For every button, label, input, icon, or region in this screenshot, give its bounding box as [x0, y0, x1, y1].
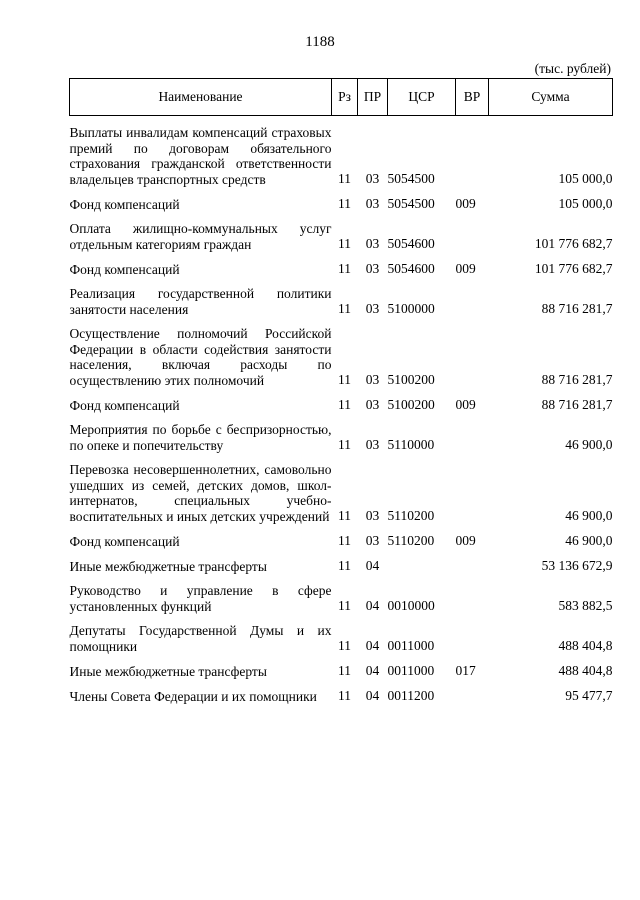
row-sum: 46 900,0 — [565, 437, 613, 452]
row-sum: 95 477,7 — [565, 688, 613, 703]
table-row — [70, 583, 613, 614]
row-spacer-cell — [70, 212, 613, 221]
header-name: Наименование — [70, 79, 332, 116]
row-vr: 017 — [455, 663, 476, 678]
row-sum: 88 716 281,7 — [541, 301, 613, 316]
row-pr: 03 — [365, 196, 380, 211]
row-rz: 11 — [338, 533, 351, 548]
table-row — [70, 326, 613, 388]
row-spacer — [70, 524, 613, 533]
row-name: Иные межбюджетные трансферты — [69, 558, 267, 574]
row-name: Руководство и управление в сфере установленных функций — [69, 583, 332, 614]
row-csr: 5100200 — [387, 372, 435, 387]
row-sum: 88 716 281,7 — [541, 372, 613, 387]
row-rz: 11 — [338, 558, 351, 573]
row-sum: 53 136 672,9 — [541, 558, 613, 573]
row-vr: 009 — [455, 261, 476, 276]
row-sum: 101 776 682,7 — [534, 261, 613, 276]
row-rz: 11 — [338, 301, 351, 316]
row-pr: 03 — [365, 301, 380, 316]
row-spacer — [70, 413, 613, 422]
row-sum: 488 404,8 — [558, 638, 613, 653]
table-row — [70, 422, 613, 453]
row-spacer — [70, 252, 613, 261]
row-name: Фонд компенсаций — [69, 397, 180, 413]
table-row — [70, 125, 613, 187]
row-spacer — [70, 574, 613, 583]
row-vr — [456, 125, 489, 187]
row-spacer-cell — [70, 679, 613, 688]
row-spacer — [70, 453, 613, 462]
row-spacer — [70, 116, 613, 126]
row-spacer-cell — [70, 187, 613, 196]
header-rz: Рз — [332, 79, 358, 116]
table-row — [70, 221, 613, 252]
row-pr: 03 — [365, 171, 380, 186]
row-sum: 105 000,0 — [558, 196, 613, 211]
header-row — [70, 79, 613, 116]
row-rz: 11 — [338, 171, 351, 186]
row-pr: 04 — [365, 663, 380, 678]
row-csr: 5054500 — [387, 196, 435, 211]
row-sum: 488 404,8 — [558, 663, 613, 678]
row-rz: 11 — [338, 397, 351, 412]
row-rz: 11 — [338, 437, 351, 452]
row-sum: 88 716 281,7 — [541, 397, 613, 412]
row-spacer — [70, 388, 613, 397]
row-csr: 0011200 — [387, 688, 435, 703]
row-rz: 11 — [338, 261, 351, 276]
row-csr: 5110000 — [387, 437, 435, 452]
row-spacer-cell — [70, 317, 613, 326]
row-pr: 04 — [365, 558, 380, 573]
row-vr — [456, 623, 489, 654]
row-vr — [456, 221, 489, 252]
row-vr — [456, 326, 489, 388]
row-csr: 5054600 — [387, 261, 435, 276]
row-spacer-cell — [70, 252, 613, 261]
row-pr: 03 — [365, 508, 380, 523]
row-name: Фонд компенсаций — [69, 533, 180, 549]
row-spacer — [70, 317, 613, 326]
table-row — [70, 688, 613, 704]
row-spacer-cell — [70, 277, 613, 286]
row-spacer — [70, 212, 613, 221]
header-csr: ЦСР — [388, 79, 456, 116]
row-sum: 46 900,0 — [565, 508, 613, 523]
row-spacer-cell — [70, 654, 613, 663]
row-spacer — [70, 679, 613, 688]
row-vr — [456, 462, 489, 524]
row-vr — [456, 688, 489, 704]
row-pr: 03 — [365, 372, 380, 387]
table-row — [70, 462, 613, 524]
row-vr: 009 — [455, 196, 476, 211]
row-spacer-cell — [70, 574, 613, 583]
row-pr: 03 — [365, 533, 380, 548]
row-vr — [456, 558, 489, 574]
row-rz: 11 — [338, 196, 351, 211]
row-pr: 03 — [365, 397, 380, 412]
row-spacer-cell — [70, 614, 613, 623]
row-csr: 5110200 — [387, 508, 435, 523]
row-sum: 46 900,0 — [565, 533, 613, 548]
row-name: Осуществление полномочий Российской Федерации в области содействия занятости населения, включая расходы по осуществлению этих полномочий — [69, 326, 332, 388]
row-pr: 03 — [365, 261, 380, 276]
row-name: Мероприятия по борьбе с беспризорностью, по опеке и попечительству — [69, 422, 332, 453]
header-sum: Сумма — [489, 79, 613, 116]
row-name: Перевозка несовершеннолетних, самовольно ушедших из семей, детских домов, школ-интернатов, специальных учебно-воспитательных и иных детских учреждений — [69, 462, 332, 524]
row-csr: 5100000 — [387, 301, 435, 316]
header-pr: ПР — [358, 79, 388, 116]
row-name: Выплаты инвалидам компенсаций страховых премий по договорам обязательного страхования гражданской ответственности владельцев транспортных средств — [69, 125, 332, 187]
row-pr: 04 — [365, 688, 380, 703]
row-spacer-cell — [70, 524, 613, 533]
row-spacer — [70, 654, 613, 663]
row-rz: 11 — [338, 688, 351, 703]
row-spacer — [70, 187, 613, 196]
row-vr — [456, 422, 489, 453]
row-vr — [456, 286, 489, 317]
row-spacer-cell — [70, 388, 613, 397]
row-name: Фонд компенсаций — [69, 196, 180, 212]
row-spacer — [70, 277, 613, 286]
row-pr: 04 — [365, 598, 380, 613]
row-csr: 0010000 — [387, 598, 435, 613]
row-csr: 0011000 — [387, 663, 435, 678]
table-row — [70, 286, 613, 317]
row-vr: 009 — [455, 533, 476, 548]
row-name: Оплата жилищно-коммунальных услуг отдельным категориям граждан — [69, 221, 332, 252]
row-csr: 0011000 — [387, 638, 435, 653]
row-csr: 5100200 — [387, 397, 435, 412]
row-rz: 11 — [338, 372, 351, 387]
header-vr: ВР — [456, 79, 489, 116]
row-name: Иные межбюджетные трансферты — [69, 663, 267, 679]
row-name: Члены Совета Федерации и их помощники — [69, 688, 317, 704]
row-sum: 583 882,5 — [558, 598, 613, 613]
row-name: Реализация государственной политики занятости населения — [69, 286, 332, 317]
table-row — [70, 663, 613, 679]
table-row — [70, 397, 613, 413]
table-row — [70, 623, 613, 654]
row-pr: 03 — [365, 437, 380, 452]
table-row — [70, 533, 613, 549]
table-row — [70, 196, 613, 212]
row-csr — [388, 558, 456, 574]
row-vr — [456, 583, 489, 614]
row-name: Фонд компенсаций — [69, 261, 180, 277]
row-pr: 04 — [365, 638, 380, 653]
row-spacer — [70, 549, 613, 558]
row-spacer-cell — [70, 116, 613, 126]
row-csr: 5054500 — [387, 171, 435, 186]
row-rz: 11 — [338, 236, 351, 251]
row-name: Депутаты Государственной Думы и их помощники — [69, 623, 332, 654]
table-body — [70, 116, 613, 705]
row-sum: 101 776 682,7 — [534, 236, 613, 251]
table-row — [70, 261, 613, 277]
row-sum: 105 000,0 — [558, 171, 613, 186]
row-csr: 5054600 — [387, 236, 435, 251]
row-rz: 11 — [338, 663, 351, 678]
row-spacer-cell — [70, 549, 613, 558]
row-rz: 11 — [338, 598, 351, 613]
row-spacer — [70, 614, 613, 623]
page-number: 1188 — [305, 34, 335, 50]
budget-table — [69, 78, 613, 704]
row-rz: 11 — [338, 508, 351, 523]
row-rz: 11 — [338, 638, 351, 653]
table-row — [70, 558, 613, 574]
row-spacer-cell — [70, 413, 613, 422]
units-label: (тыс. рублей) — [534, 61, 611, 76]
row-vr: 009 — [455, 397, 476, 412]
row-pr: 03 — [365, 236, 380, 251]
row-spacer-cell — [70, 453, 613, 462]
row-csr: 5110200 — [387, 533, 435, 548]
